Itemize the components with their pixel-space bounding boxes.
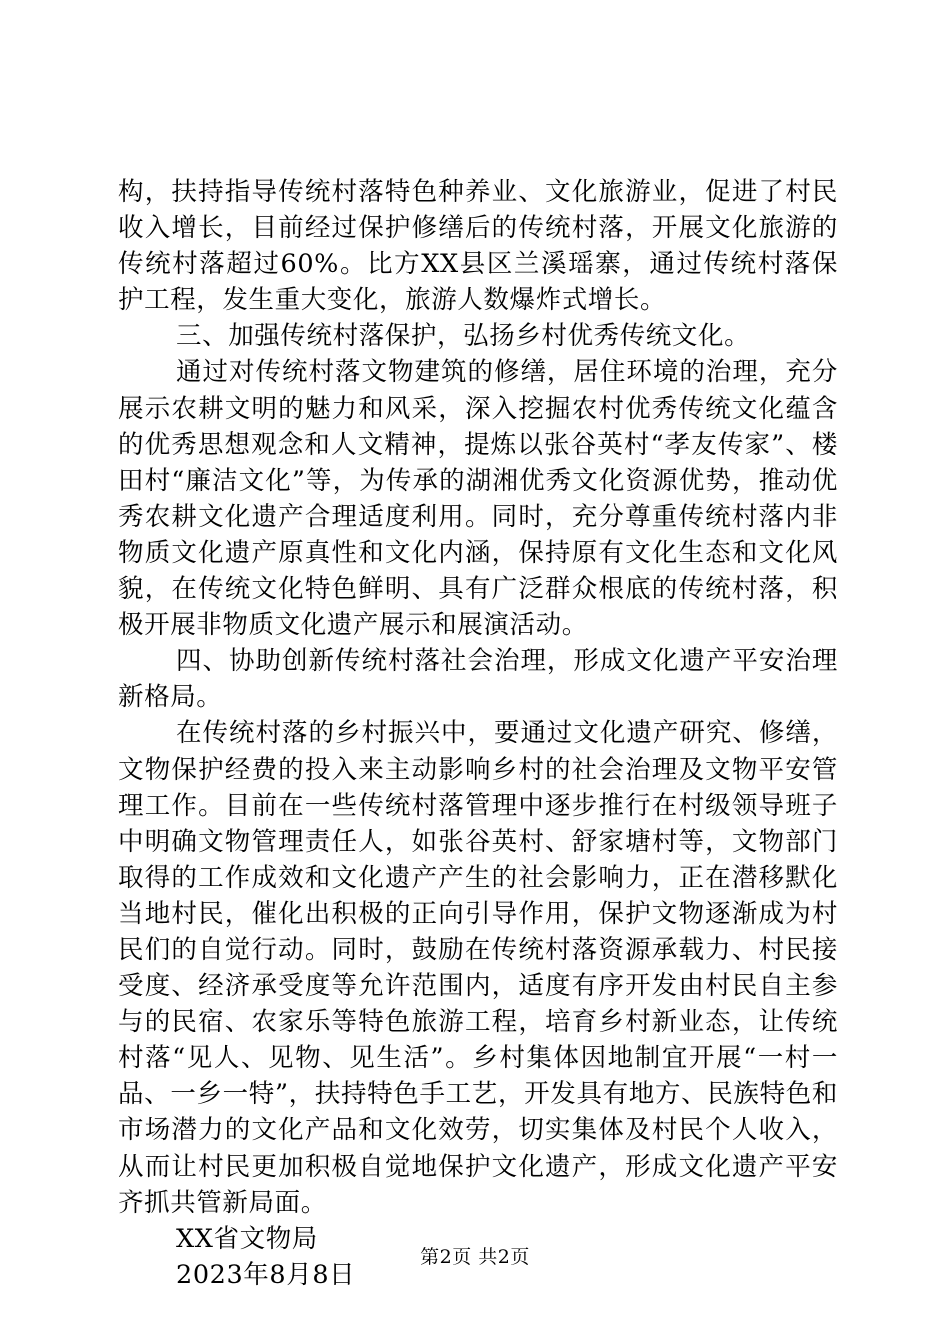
page-number-footer: 第2页 共2页 — [420, 1246, 530, 1268]
document-body — [118, 174, 838, 1293]
section-heading-4: 四、协助创新传统村落社会治理，形成文化遗产平安治理新格局。 — [118, 646, 838, 713]
signature-date: 2023年8月8日 — [176, 1259, 356, 1290]
section-heading-3: 三、加强传统村落保护，弘扬乡村优秀传统文化。 — [176, 321, 751, 352]
paragraph-continuation: 构，扶持指导传统村落特色种养业、文化旅游业，促进了村民收入增长，目前经过保护修缮后的传统村落，开展文化旅游的传统村落超过60%。比方XX县区兰溪瑶寨，通过传统村落保护工程，发生重大变化，旅游人数爆炸式增长。 — [118, 177, 838, 316]
paragraph-section-4: 在传统村落的乡村振兴中，要通过文化遗产研究、修缮，文物保护经费的投入来主动影响乡村的社会治理及文物平安管理工作。目前在一些传统村落管理中逐步推行在村级领导班子中明确文物管理责任人，如张谷英村、舒家塘村等，文物部门取得的工作成效和文化遗产产生的社会影响力，正在潜移默化当地村民，催化出积极的正向引导作用，保护文物逐渐成为村民们的自觉行动。同时，鼓励在传统村落资源承载力、村民接受度、经济承受度等允许范围内，适度有序开发由村民自主参与的民宿、农家乐等特色旅游工程，培育乡村新业态，让传统村落“见人、见物、见生活”。乡村集体因地制宜开展“一村一品、一乡一特”，扶持特色手工艺，开发具有地方、民族特色和市场潜力的文化产品和文化效劳，切实集体及村民个人收入，从而让村民更加积极自觉地保护文化遗产，形成文化遗产平安齐抓共管新局面。 — [118, 718, 838, 1218]
signature-organization: XX省文物局 — [176, 1223, 318, 1254]
paragraph-section-3: 通过对传统村落文物建筑的修缮，居住环境的治理，充分展示农耕文明的魅力和风采，深入挖掘农村优秀传统文化蕴含的优秀思想观念和人文精神，提炼以张谷英村“孝友传家”、楼田村“廉洁文化”等，为传承的湖湘优秀文化资源优势，推动优秀农耕文化遗产合理适度利用。同时，充分尊重传统村落内非物质文化遗产原真性和文化内涵，保持原有文化生态和文化风貌，在传统文化特色鲜明、具有广泛群众根底的传统村落，积极开展非物质文化遗产展示和展演活动。 — [118, 357, 838, 641]
